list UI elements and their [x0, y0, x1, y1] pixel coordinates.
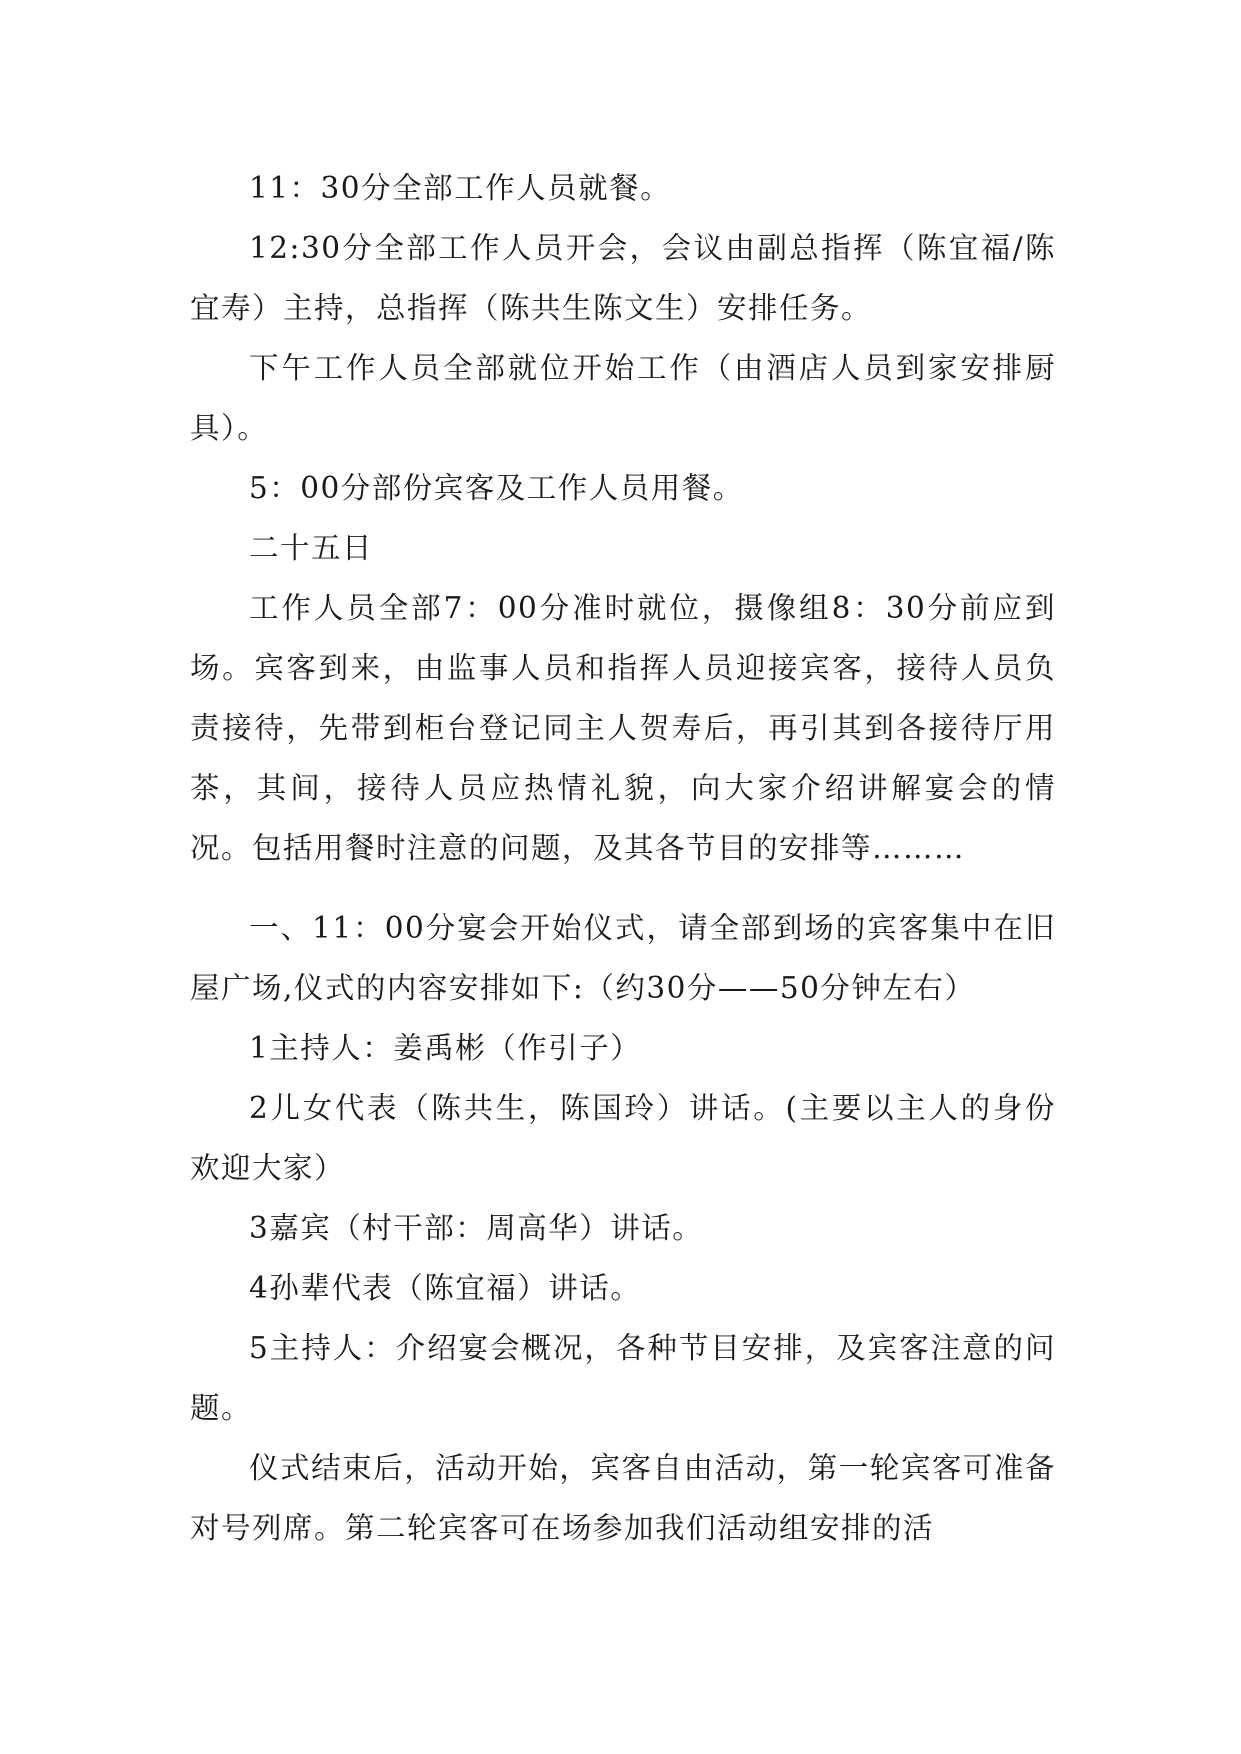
paragraph-lunch-time: 11：30分全部工作人员就餐。: [249, 171, 672, 205]
list-item-guest-speech: 3嘉宾（村干部：周高华）讲话。: [249, 1211, 704, 1245]
paragraph-guest-reception: 工作人员全部7：00分准时就位，摄像组8：30分前应到场。宾客到来，由监事人员和指挥人员迎接宾客，接待人员负责接待，先带到柜台登记同主人贺寿后，再引其到各接待厅用茶，其间，接待人员应热情礼貌，向大家介绍讲解宴会的情况。包括用餐时注意的问题，及其各节目的安排等………: [190, 591, 1056, 865]
paragraph-day-heading: 二十五日: [249, 531, 374, 565]
paragraph-staff-meeting: 12:30分全部工作人员开会，会议由副总指挥（陈宜福/陈宜寿）主持，总指挥（陈共生陈文生）安排任务。: [190, 231, 1056, 325]
paragraph-ceremony-start: 一、11：00分宴会开始仪式，请全部到场的宾客集中在旧屋广场,仪式的内容安排如下:（约30分——50分钟左右）: [190, 911, 1056, 1005]
paragraph-afternoon-work: 下午工作人员全部就位开始工作（由酒店人员到家安排厨具）。: [190, 351, 1056, 445]
list-item-grandchild-speech: 4孙辈代表（陈宜福）讲话。: [249, 1271, 642, 1305]
list-item-host: 1主持人：姜禹彬（作引子）: [249, 1031, 642, 1065]
paragraph-evening-meal: 5：00分部份宾客及工作人员用餐。: [249, 471, 744, 505]
list-item-host-overview: 5主持人：介绍宴会概况，各种节目安排，及宾客注意的问题。: [190, 1331, 1056, 1425]
list-item-children-speech: 2儿女代表（陈共生，陈国玲）讲话。(主要以主人的身份欢迎大家）: [190, 1091, 1056, 1185]
document-body: [190, 158, 1056, 1558]
paragraph-after-ceremony: 仪式结束后，活动开始，宾客自由活动，第一轮宾客可准备对号列席。第二轮宾客可在场参加我们活动组安排的活: [190, 1451, 1056, 1545]
